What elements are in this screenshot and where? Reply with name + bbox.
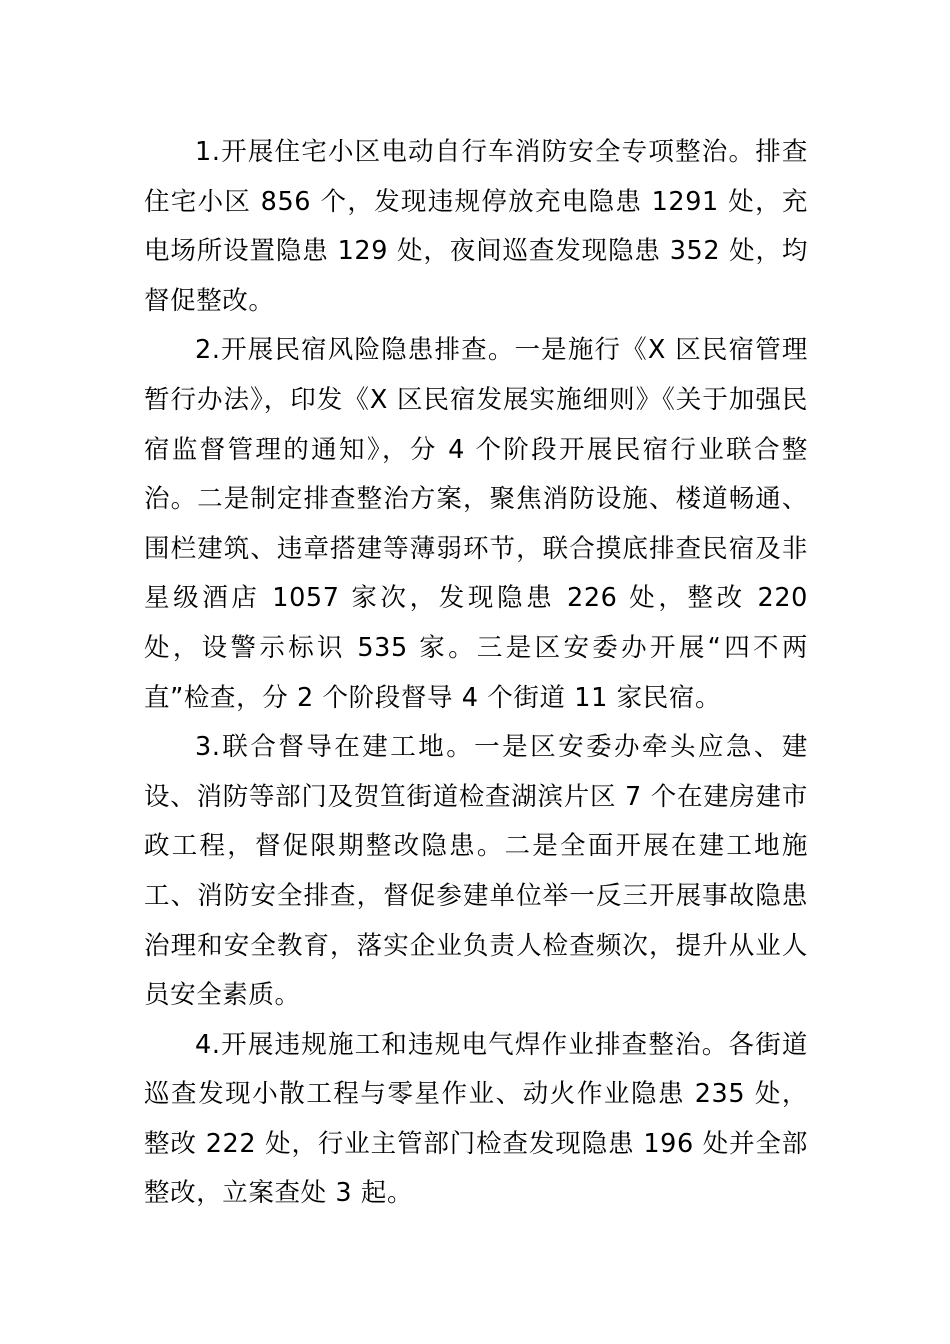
paragraph-homestay-risk-inspection: 2.开展民宿风险隐患排查。一是施行《X 区民宿管理暂行办法》，印发《X 区民宿发展实施细则》《关于加强民宿监督管理的通知》，分 4 个阶段开展民宿行业联合整治。二是制定排查整治方案，聚焦消防设施、楼道畅通、围栏建筑、违章搭建等薄弱环节，联合摸底排查民宿及非星级酒店 1057 家次，发现隐患 226 处，整改 220 处，设警示标识 535 家。三是区安委办开展“四不两直”检查，分 2 个阶段督导 4 个街道 11 家民宿。 — [144, 335, 808, 713]
document-body — [144, 128, 808, 1219]
paragraph-residential-ebike-fire-safety: 1.开展住宅小区电动自行车消防安全专项整治。排查住宅小区 856 个，发现违规停放充电隐患 1291 处，充电场所设置隐患 129 处，夜间巡查发现隐患 352 处，均督促整改。 — [144, 137, 808, 316]
paragraph-illegal-welding-rectification: 4.开展违规施工和违规电气焊作业排查整治。各街道巡查发现小散工程与零星作业、动火作业隐患 235 处，整改 222 处，行业主管部门检查发现隐患 196 处并全部整改，立案查处 3 起。 — [144, 1029, 808, 1209]
paragraph-construction-site-supervision: 3.联合督导在建工地。一是区安委办牵头应急、建设、消防等部门及贺笪街道检查湖滨片区 7 个在建房建市政工程，督促限期整改隐患。二是全面开展在建工地施工、消防安全排查，督促参建单位举一反三开展事故隐患治理和安全教育，落实企业负责人检查频次，提升从业人员安全素质。 — [144, 732, 808, 1011]
